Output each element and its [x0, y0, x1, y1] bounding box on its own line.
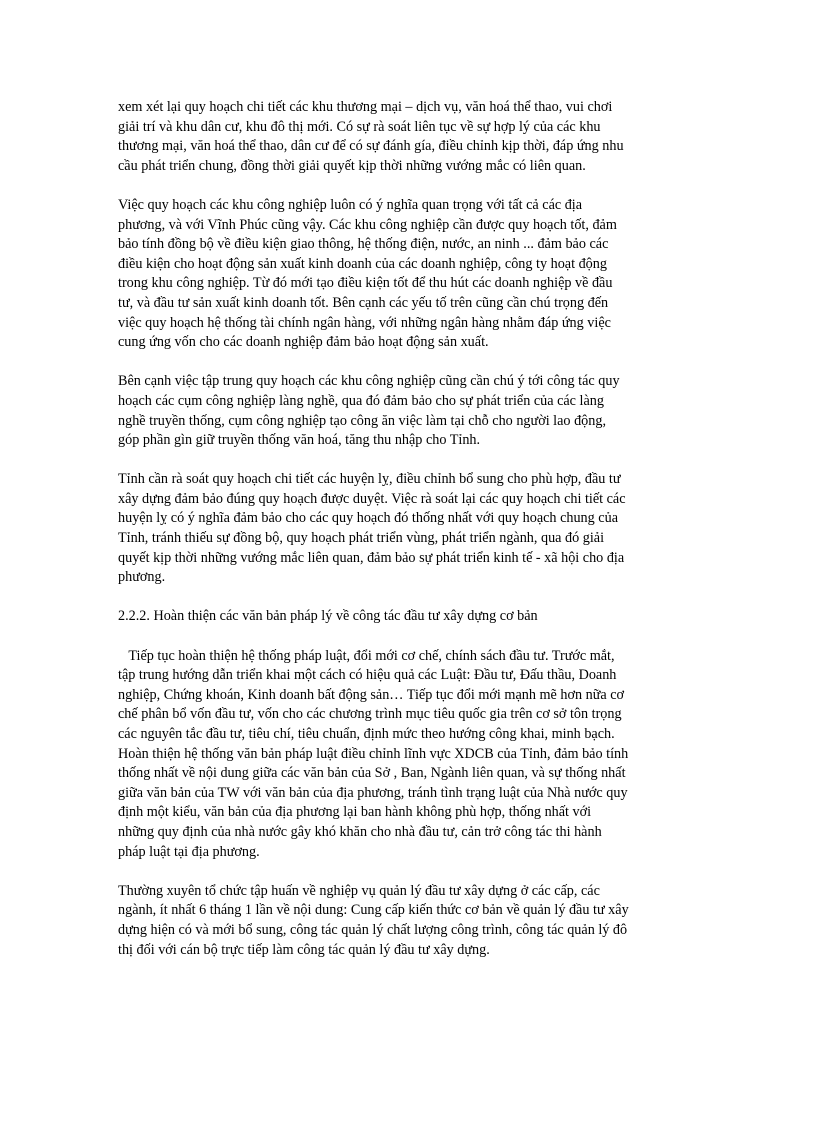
text-line: Tiếp tục hoàn thiện hệ thống pháp luật, đổi mới cơ chế, chính sách đầu tư. Trước mắt, [118, 647, 615, 664]
text-line: thị đối với cán bộ trực tiếp làm công tác quản lý đầu tư xây dựng. [118, 941, 490, 958]
text-line: xây dựng đảm bảo đúng quy hoạch được duyệt. Việc rà soát lại các quy hoạch chi tiết các [118, 490, 626, 507]
text-line: điều kiện cho hoạt động sản xuất kinh doanh của các doanh nghiệp, công ty hoạt động [118, 255, 607, 272]
text-line: định một kiểu, văn bản của địa phương lại ban hành không phù hợp, thống nhất với [118, 804, 592, 821]
text-line: phương. [118, 569, 166, 586]
text-line: các nguyên tắc đầu tư, tiêu chí, tiêu chuẩn, định mức theo hướng công khai, minh bạch. [118, 726, 615, 742]
paragraph-industrial-zones [118, 196, 700, 353]
text-line: thương mại, văn hoá thể thao, dân cư để có sự đánh gía, điều chỉnh kịp thời, đáp ứng nhu [118, 138, 624, 155]
text-line: Hoàn thiện hệ thống văn bản pháp luật điều chỉnh lĩnh vực XDCB của Tỉnh, đảm bảo tính [118, 745, 629, 762]
text-line: quyết kịp thời những vướng mắc liên quan, đảm bảo sự phát triển kinh tế - xã hội cho địa [118, 549, 625, 566]
text-line: Tỉnh cần rà soát quy hoạch chi tiết các huyện lỵ, điều chỉnh bổ sung cho phù hợp, đầu tư [118, 471, 621, 488]
text-line: nghề truyền thống, cụm công nghiệp tạo công ăn việc làm tại chỗ cho người lao động, [118, 412, 606, 429]
text-line: Bên cạnh việc tập trung quy hoạch các khu công nghiệp cũng cần chú ý tới công tác quy [118, 373, 620, 390]
text-line: phương, và với Vĩnh Phúc cũng vậy. Các khu công nghiệp cần được quy hoạch tốt, đảm [118, 216, 617, 233]
text-line: hoạch các cụm công nghiệp làng nghề, qua đó đảm bảo cho sự phát triển của các làng [118, 392, 604, 409]
text-line: chế phân bổ vốn đầu tư, vốn cho các chương trình mục tiêu quốc gia trên cơ sở tôn trọng [118, 706, 622, 723]
text-line: Việc quy hoạch các khu công nghiệp luôn có ý nghĩa quan trọng với tất cả các địa [118, 196, 583, 213]
paragraph-district-towns [118, 470, 700, 588]
section-heading [118, 607, 700, 627]
text-line: thống nhất về nội dung giữa các văn bản của Sở , Ban, Ngành liên quan, và sự thống nhất [118, 765, 626, 782]
paragraph-craft-villages [118, 372, 700, 450]
text-line: cung ứng vốn cho các doanh nghiệp đảm bảo hoạt động sản xuất. [118, 334, 489, 351]
paragraph-legal-system [118, 647, 700, 863]
text-line: xem xét lại quy hoạch chi tiết các khu thương mại – dịch vụ, văn hoá thể thao, vui chơi [118, 99, 613, 115]
text-line: Thường xuyên tổ chức tập huấn về nghiệp vụ quản lý đầu tư xây dựng ở các cấp, các [118, 882, 600, 899]
text-line: bảo tính đồng bộ về điều kiện giao thông, hệ thống điện, nước, an ninh ... đảm bảo các [118, 236, 609, 253]
text-line: những quy định của nhà nước gây khó khăn cho nhà đầu tư, cản trở công tác thi hành [118, 823, 602, 840]
text-line: cầu phát triển chung, đồng thời giải quyết kịp thời những vướng mắc có liên quan. [118, 157, 586, 174]
text-line: pháp luật tại địa phương. [118, 843, 260, 860]
text-line: dựng hiện có và mới bổ sung, công tác quản lý chất lượng công trình, công tác quản lý đô [118, 921, 628, 938]
text-line: ngành, ít nhất 6 tháng 1 lần về nội dung: Cung cấp kiến thức cơ bản về quản lý đầu tư xây [118, 902, 629, 919]
text-line: việc quy hoạch hệ thống tài chính ngân hàng, với những ngân hàng nhằm đáp ứng việc [118, 314, 611, 331]
text-line: nghiệp, Chứng khoán, Kinh doanh bất động sản… Tiếp tục đổi mới mạnh mẽ hơn nữa cơ [118, 686, 625, 703]
paragraph-planning-review [118, 98, 700, 176]
text-line: tư, và đầu tư sản xuất kinh doanh tốt. Bên cạnh các yếu tố trên cũng cần chú trọng đến [118, 294, 609, 311]
text-line: Tỉnh, tránh thiếu sự đồng bộ, quy hoạch phát triển vùng, phát triển ngành, qua đó giải [118, 530, 605, 547]
text-line: tập trung hướng dẫn triển khai một cách có hiệu quả các Luật: Đầu tư, Đấu thầu, Doanh [118, 667, 617, 684]
text-line: góp phần gìn giữ truyền thống văn hoá, tăng thu nhập cho Tỉnh. [118, 432, 481, 449]
text-line: giải trí và khu dân cư, khu đô thị mới. Có sự rà soát liên tục về sự hợp lý của các khu [118, 118, 601, 135]
paragraph-training [118, 882, 700, 960]
text-line: huyện lỵ có ý nghĩa đảm bảo cho các quy hoạch đó thống nhất với quy hoạch chung của [118, 510, 618, 527]
text-line: trong khu công nghiệp. Từ đó mới tạo điều kiện tốt để thu hút các doanh nghiệp về đầu [118, 275, 613, 292]
text-line: giữa văn bản của TW với văn bản của địa phương, tránh tình trạng luật của Nhà nước quy [118, 784, 628, 801]
section-heading-text: 2.2.2. Hoàn thiện các văn bản pháp lý về công tác đầu tư xây dựng cơ bản [118, 608, 538, 625]
document-body [118, 98, 700, 980]
